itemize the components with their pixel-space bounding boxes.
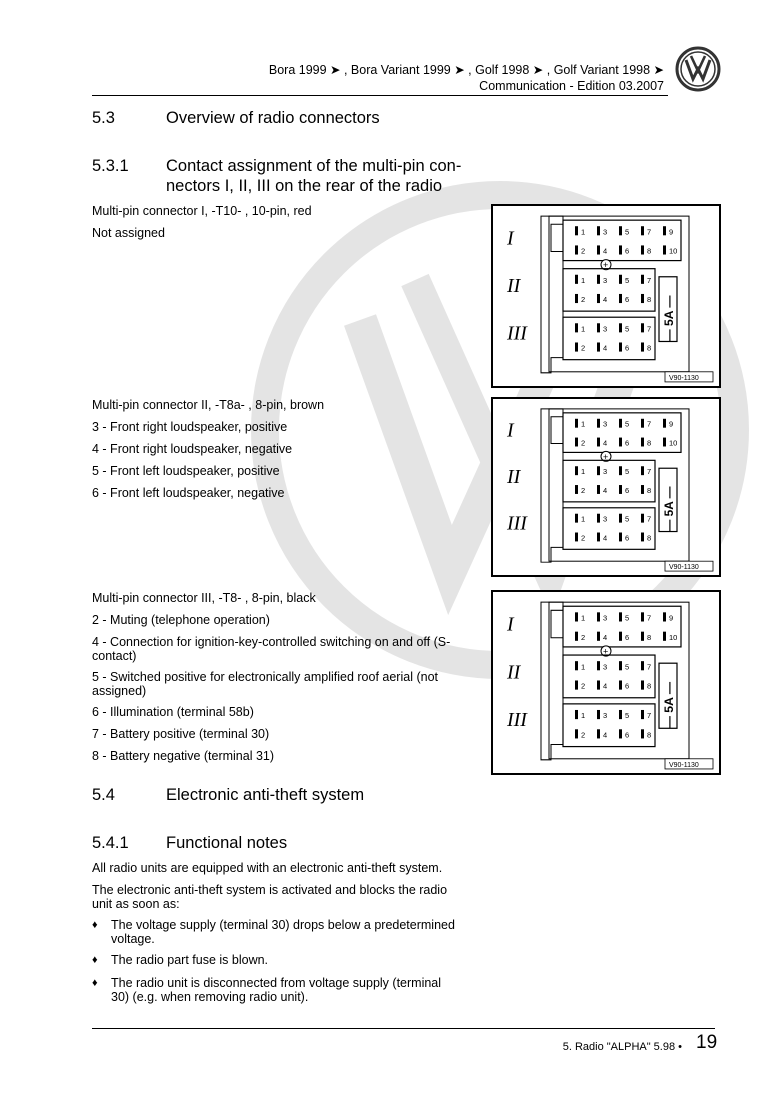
pin — [641, 342, 644, 351]
pin — [597, 632, 600, 641]
pin-number: 2 — [581, 295, 586, 305]
pin-number: 1 — [581, 227, 586, 237]
pin-number: 7 — [647, 227, 652, 237]
section-title: Electronic anti-theft system — [166, 786, 365, 804]
pin-number: 6 — [625, 681, 630, 691]
pin-number: 6 — [625, 295, 630, 305]
pin-number: 7 — [647, 662, 652, 672]
roman-numeral-label: II — [507, 466, 521, 489]
section-title: Functional notes — [166, 834, 288, 852]
plus-terminal-label: + — [603, 260, 609, 271]
pin — [641, 438, 644, 447]
pin — [641, 661, 644, 670]
pin — [619, 342, 622, 351]
connector-3-item: 6 - Illumination (terminal 58b) — [92, 705, 254, 719]
section-number: 5.3.1 — [92, 157, 129, 175]
connector-drawing — [493, 206, 719, 386]
pin-number: 1 — [581, 514, 586, 524]
pin-number: 1 — [581, 275, 586, 285]
pin — [597, 612, 600, 621]
pin — [663, 245, 666, 254]
pin — [619, 661, 622, 670]
pin-number: 3 — [603, 613, 608, 623]
pin — [597, 729, 600, 738]
connector-3-heading: Multi-pin connector III, -T8- , 8-pin, black — [92, 591, 316, 605]
pin — [575, 294, 578, 303]
pin — [575, 632, 578, 641]
pin — [663, 226, 666, 235]
pin-number: 2 — [581, 533, 586, 543]
pin — [575, 533, 578, 542]
pin — [575, 729, 578, 738]
notes-paragraph: The electronic anti-theft system is activated and blocks the radio — [92, 883, 448, 897]
pin — [575, 226, 578, 235]
connector-3-item-cont: contact) — [92, 649, 137, 663]
pin-number: 8 — [647, 681, 652, 691]
pin-number: 8 — [647, 632, 652, 642]
pin — [597, 275, 600, 284]
pin-number: 6 — [625, 485, 630, 495]
pin — [641, 245, 644, 254]
connector-figure — [491, 397, 721, 577]
connector-drawing-group — [506, 216, 713, 382]
bullet-text: The radio part fuse is blown. — [111, 953, 269, 967]
pin — [597, 680, 600, 689]
pin — [641, 419, 644, 428]
pin-number: 5 — [625, 324, 630, 334]
pin — [597, 466, 600, 475]
pin-number: 7 — [647, 419, 652, 429]
fuse-label: — 5A — — [662, 681, 676, 729]
pin-number: 9 — [669, 227, 674, 237]
connector-drawing — [493, 399, 719, 575]
pin-number: 3 — [603, 514, 608, 524]
pin-number: 1 — [581, 711, 586, 721]
pin — [641, 226, 644, 235]
bullet-icon: ♦ — [92, 977, 98, 989]
pin-number: 4 — [603, 681, 608, 691]
roman-numeral-label: III — [507, 709, 527, 732]
bullet-text: 30) (e.g. when removing radio unit). — [111, 990, 309, 1004]
pin — [619, 632, 622, 641]
pin-number: 7 — [647, 711, 652, 721]
bullet-icon: ♦ — [92, 919, 98, 931]
footer-rule — [92, 1028, 715, 1029]
pin-number: 7 — [647, 514, 652, 524]
pin-number: 2 — [581, 343, 586, 353]
pin — [575, 419, 578, 428]
pin — [619, 680, 622, 689]
pin — [597, 661, 600, 670]
pin — [597, 294, 600, 303]
pin — [597, 342, 600, 351]
connector-2-item: 3 - Front right loudspeaker, positive — [92, 420, 288, 434]
pin — [619, 438, 622, 447]
header-edition: Communication - Edition 03.2007 — [479, 79, 664, 93]
pin — [597, 533, 600, 542]
pin-number: 2 — [581, 632, 586, 642]
connector-2-item: 5 - Front left loudspeaker, positive — [92, 464, 280, 478]
pin — [641, 485, 644, 494]
pin-number: 1 — [581, 467, 586, 477]
pin — [663, 632, 666, 641]
connector-3-item-cont: assigned) — [92, 684, 147, 698]
pin — [663, 438, 666, 447]
pin-number: 9 — [669, 419, 674, 429]
pin-number: 7 — [647, 613, 652, 623]
pin-number: 8 — [647, 730, 652, 740]
figure-code: V90-1130 — [669, 564, 699, 572]
pin-number: 3 — [603, 275, 608, 285]
connector-3-item: 8 - Battery negative (terminal 31) — [92, 749, 275, 763]
connector-3-item: 2 - Muting (telephone operation) — [92, 613, 270, 627]
pin — [619, 533, 622, 542]
pin — [575, 245, 578, 254]
pin-number: 1 — [581, 419, 586, 429]
pin — [575, 612, 578, 621]
connector-3-item: 4 - Connection for ignition-key-controlled switching on and off (S- — [92, 635, 451, 649]
pin — [619, 612, 622, 621]
pin — [597, 710, 600, 719]
section-number: 5.4 — [92, 786, 115, 804]
pin — [575, 485, 578, 494]
pin-number: 6 — [625, 343, 630, 353]
notes-paragraph: unit as soon as: — [92, 897, 180, 911]
section-number: 5.4.1 — [92, 834, 129, 852]
roman-numeral-label: I — [507, 227, 514, 250]
header-rule — [92, 95, 668, 96]
roman-numeral-label: I — [507, 613, 514, 636]
connector-figure — [491, 204, 721, 388]
bullet-text: voltage. — [111, 932, 155, 946]
figure-code: V90-1130 — [669, 761, 699, 769]
pin — [619, 294, 622, 303]
pin — [641, 533, 644, 542]
pin-number: 8 — [647, 246, 652, 256]
pin — [641, 680, 644, 689]
pin — [597, 323, 600, 332]
pin-number: 8 — [647, 485, 652, 495]
pin-number: 2 — [581, 681, 586, 691]
pin-number: 6 — [625, 632, 630, 642]
section-5-3-1-heading — [0, 157, 500, 197]
pin-number: 7 — [647, 467, 652, 477]
fuse-label: — 5A — — [661, 486, 677, 532]
connector-1-item: Not assigned — [92, 226, 165, 240]
pin-number: 2 — [581, 438, 586, 448]
plus-terminal-label: + — [603, 451, 609, 462]
pin — [619, 245, 622, 254]
connector-2-heading: Multi-pin connector II, -T8a- , 8-pin, brown — [92, 398, 325, 412]
pin-number: 10 — [669, 246, 678, 256]
fuse-label: — 5A — — [662, 295, 676, 342]
pin-number: 4 — [603, 632, 608, 642]
section-5-3-heading — [0, 109, 500, 131]
pin-number: 6 — [625, 438, 630, 448]
section-title-line1: Contact assignment of the multi-pin con- — [166, 157, 462, 175]
pin-number: 5 — [625, 514, 630, 524]
pin-number: 2 — [581, 730, 586, 740]
pin-number: 5 — [625, 467, 630, 477]
pin-number: 1 — [581, 324, 586, 334]
pin-number: 6 — [625, 246, 630, 256]
pin-number: 4 — [603, 295, 608, 305]
pin — [619, 466, 622, 475]
pin-number: 9 — [669, 613, 674, 623]
pin — [575, 514, 578, 523]
pin-number: 3 — [603, 662, 608, 672]
pin — [597, 438, 600, 447]
connector-1-heading: Multi-pin connector I, -T10- , 10-pin, red — [92, 204, 312, 218]
connector-drawing-group — [506, 409, 713, 571]
pin-number: 5 — [625, 613, 630, 623]
pin — [619, 729, 622, 738]
pin — [641, 323, 644, 332]
notes-paragraph: All radio units are equipped with an electronic anti-theft system. — [92, 861, 443, 875]
section-title-line2: nectors I, II, III on the rear of the radio — [166, 177, 443, 195]
header-models: Bora 1999 ➤ , Bora Variant 1999 ➤ , Golf 1998 ➤ , Golf Variant 1998 ➤ — [268, 63, 664, 77]
connector-drawing-group — [506, 602, 713, 769]
pin-number: 4 — [603, 246, 608, 256]
figure-code: V90-1130 — [669, 374, 699, 382]
pin — [597, 226, 600, 235]
housing-outline — [541, 216, 563, 373]
bullet-text: The radio unit is disconnected from voltage supply (terminal — [111, 976, 442, 990]
pin — [597, 245, 600, 254]
pin-number: 10 — [669, 438, 678, 448]
pin — [663, 419, 666, 428]
pin — [619, 226, 622, 235]
pin-number: 3 — [603, 324, 608, 334]
footer-chapter: 5. Radio "ALPHA" 5.98 • — [562, 1041, 682, 1053]
pin-number: 5 — [625, 275, 630, 285]
pin — [641, 710, 644, 719]
connector-2-item: 4 - Front right loudspeaker, negative — [92, 442, 293, 456]
housing-outline — [541, 409, 563, 562]
pin — [663, 612, 666, 621]
roman-numeral-label: III — [507, 322, 527, 345]
pin-number: 5 — [625, 419, 630, 429]
connector-3-item: 5 - Switched positive for electronically amplified roof aerial (not — [92, 670, 438, 684]
pin-number: 4 — [603, 485, 608, 495]
pin-number: 8 — [647, 533, 652, 543]
pin — [575, 680, 578, 689]
pin — [619, 514, 622, 523]
pin — [575, 661, 578, 670]
pin-number: 6 — [625, 730, 630, 740]
pin-number: 10 — [669, 632, 678, 642]
pin-number: 6 — [625, 533, 630, 543]
pin-number: 3 — [603, 227, 608, 237]
pin — [641, 466, 644, 475]
roman-numeral-label: III — [507, 512, 527, 535]
connector-2-item: 6 - Front left loudspeaker, negative — [92, 486, 285, 500]
pin-number: 8 — [647, 295, 652, 305]
bullet-text: The voltage supply (terminal 30) drops below a predetermined — [111, 918, 455, 932]
section-5-4-heading — [0, 786, 500, 808]
bullet-icon: ♦ — [92, 954, 98, 966]
section-5-4-1-heading — [0, 834, 500, 856]
pin — [641, 612, 644, 621]
pin — [619, 710, 622, 719]
pin-number: 4 — [603, 533, 608, 543]
pin-number: 7 — [647, 275, 652, 285]
connector-figure — [491, 590, 721, 775]
pin-number: 5 — [625, 227, 630, 237]
pin-number: 3 — [603, 419, 608, 429]
pin-number: 3 — [603, 467, 608, 477]
roman-numeral-label: II — [507, 661, 521, 684]
roman-numeral-label: II — [507, 274, 521, 297]
plus-terminal-label: + — [603, 646, 609, 657]
connector-3-item: 7 - Battery positive (terminal 30) — [92, 727, 270, 741]
connector-drawing — [493, 592, 719, 773]
pin — [575, 438, 578, 447]
pin — [575, 323, 578, 332]
pin-number: 5 — [625, 711, 630, 721]
pin-number: 1 — [581, 613, 586, 623]
housing-outline — [541, 602, 563, 760]
pin — [597, 514, 600, 523]
pin-number: 7 — [647, 324, 652, 334]
pin — [619, 485, 622, 494]
pin — [575, 275, 578, 284]
pin — [619, 275, 622, 284]
pin — [575, 342, 578, 351]
pin — [619, 323, 622, 332]
pin-number: 4 — [603, 343, 608, 353]
pin — [641, 294, 644, 303]
pin-number: 3 — [603, 711, 608, 721]
roman-numeral-label: I — [507, 419, 514, 442]
pin-number: 2 — [581, 246, 586, 256]
vw-logo-icon — [675, 46, 721, 92]
section-title: Overview of radio connectors — [166, 109, 380, 127]
pin — [575, 710, 578, 719]
pin — [597, 485, 600, 494]
pin-number: 4 — [603, 730, 608, 740]
pin — [641, 275, 644, 284]
page-number: 19 — [696, 1032, 718, 1053]
pin-number: 2 — [581, 485, 586, 495]
pin — [641, 514, 644, 523]
pin-number: 5 — [625, 662, 630, 672]
pin-number: 1 — [581, 662, 586, 672]
pin — [597, 419, 600, 428]
pin-number: 8 — [647, 343, 652, 353]
pin-number: 4 — [603, 438, 608, 448]
section-number: 5.3 — [92, 109, 115, 127]
pin — [619, 419, 622, 428]
pin — [575, 466, 578, 475]
pin — [641, 729, 644, 738]
pin — [641, 632, 644, 641]
pin-number: 8 — [647, 438, 652, 448]
